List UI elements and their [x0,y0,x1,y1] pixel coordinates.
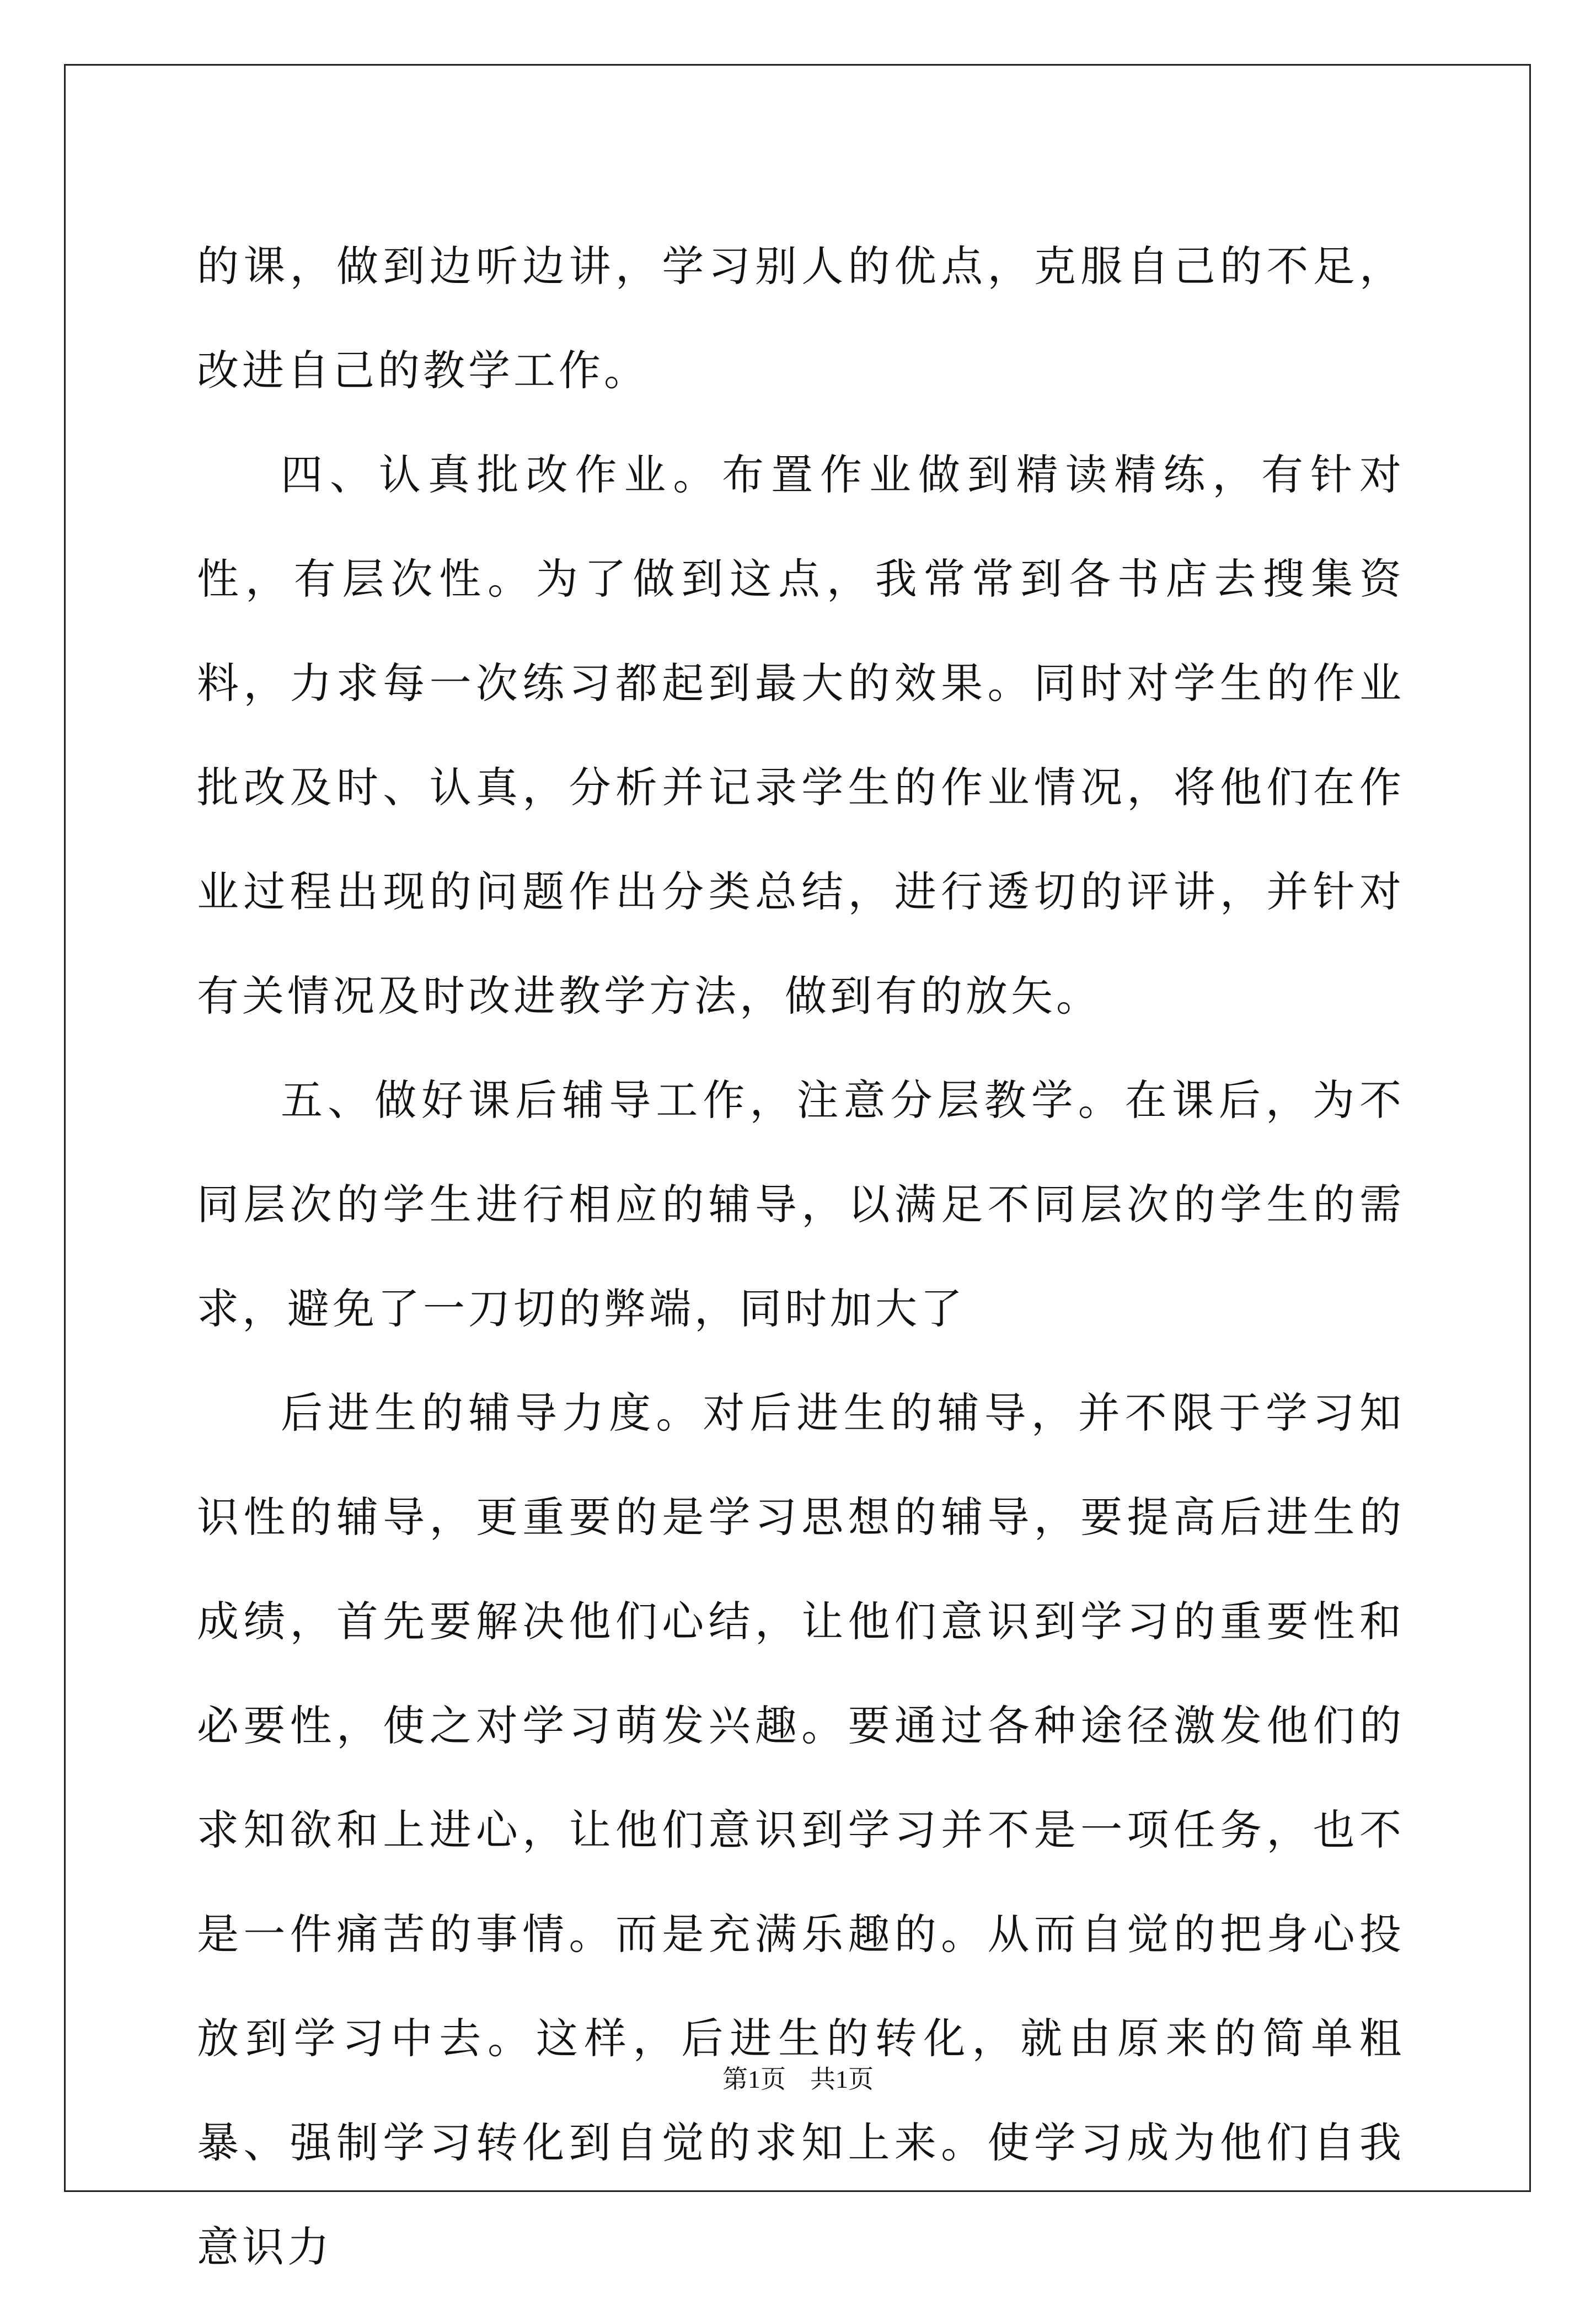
page-total: 共1页 [810,2065,874,2093]
page-footer [0,2063,1596,2096]
paragraph-4: 后进生的辅导力度。对后进生的辅导，并不限于学习知识性的辅导，更重要的是学习思想的辅导，要提高后进生的成绩，首先要解决他们心结，让他们意识到学习的重要性和必要性，使之对学习萌发兴趣。要通过各种途径激发他们的求知欲和上进心，让他们意识到学习并不是一项任务，也不是一件痛苦的事情。而是充满乐趣的。从而自觉的把身心投放到学习中去。这样，后进生的转化，就由原来的简单粗暴、强制学习转化到自觉的求知上来。使学习成为他们自我意识力 [197,1388,1405,2271]
page-number: 第1页 [722,2065,786,2093]
document-body [197,214,1405,2299]
paragraph-2: 四、认真批改作业。布置作业做到精读精练，有针对性，有层次性。为了做到这点，我常常到各书店去搜集资料，力求每一次练习都起到最大的效果。同时对学生的作业批改及时、认真，分析并记录学生的作业情况，将他们在作业过程出现的问题作出分类总结，进行透切的评讲，并针对有关情况及时改进教学方法，做到有的放矢。 [197,450,1405,1020]
paragraph-1: 的课，做到边听边讲，学习别人的优点，克服自己的不足，改进自己的教学工作。 [197,242,1405,395]
paragraph-3: 五、做好课后辅导工作，注意分层教学。在课后，为不同层次的学生进行相应的辅导，以满足不同层次的学生的需求，避免了一刀切的弊端，同时加大了 [197,1076,1405,1333]
